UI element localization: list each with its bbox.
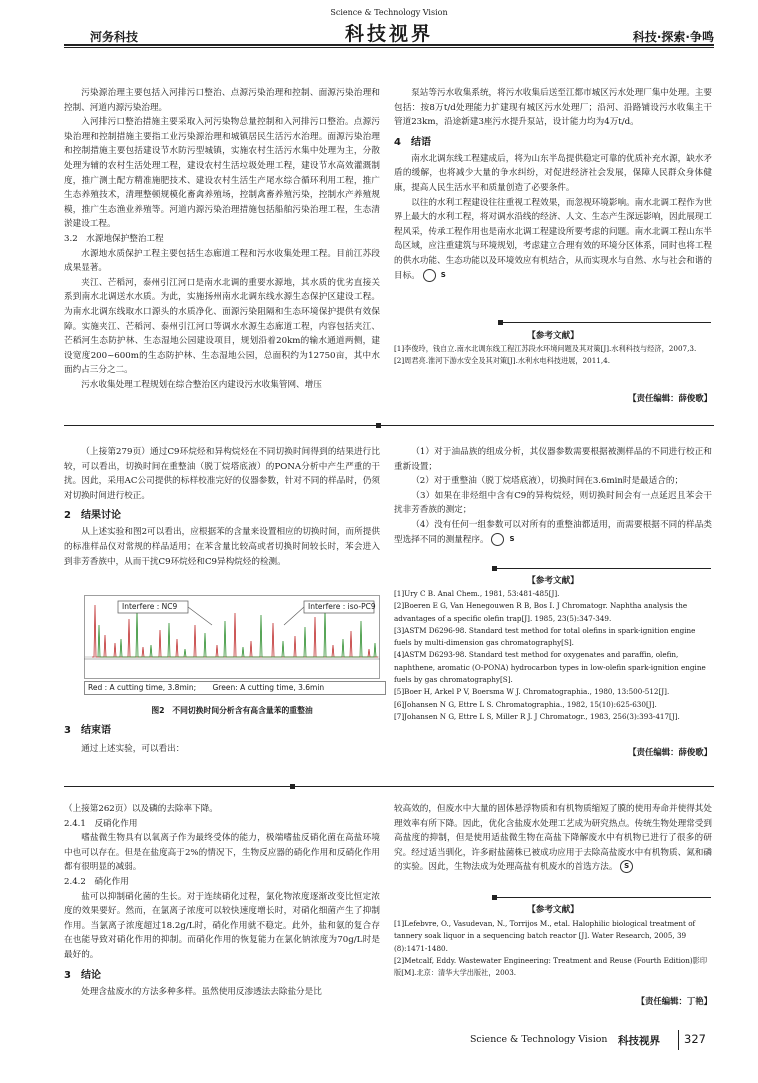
paragraph <box>394 196 712 284</box>
references-title: 【参考文献】 <box>527 576 579 586</box>
article3-right-column <box>394 802 712 875</box>
paragraph: 泵站等污水收集系统，将污水收集后送至江都市城区污水处理厂集中处理。主要包括：按8万t/d处理能力扩建现有城区污水处理厂；沿河、沿路铺设污水收集主干管道23km，沿途新建3座污水提升泵站，设计能力均为4万t/d。 <box>394 88 712 128</box>
list-item: （3）如果在非烃组中含有C9的异构烷烃，则切换时间会有一点延迟且苯会干扰非芳香族的测定； <box>394 490 712 516</box>
reference-divider <box>497 568 711 569</box>
figure-label-right: Interfere : iso-PC9 <box>308 602 376 611</box>
reference-item: [2]Metcalf, Eddy. Wastewater Engineering: Treatment and Reuse (Fourth Edition)影印版[M].北京：清华大学出版社，2003. <box>394 955 708 978</box>
references-title: 【参考文献】 <box>527 331 579 341</box>
running-header <box>64 6 714 66</box>
reference-divider <box>497 897 711 898</box>
references-list <box>394 588 712 723</box>
end-mark-icon: S <box>423 269 436 282</box>
paragraph: 入河排污口整治措施主要采取入河污染物总量控制和入河排污口整治。点源污染治理和控制措施主要指工业污染源治理和城镇居民生活污水治理。面源污染治理和控制措施主要包括建设节水防污型城镇，实施农村生活污水集中处理为主，分散处理为辅的农村生活处理工程，建设农村生活垃圾处理工程，建设节水高效灌溉制度，推广测土配方精准施肥技术、建设农村生活生产尾水综合循环利用工程，推广生态养殖技术，清理整顿规模化畜禽养殖场，控制禽畜养殖污染，控制水产养殖规模，推广生态渔业养殖等。河道内源污染治理措施包括船舶污染治理工程，生态清淤建设工程。 <box>64 117 380 230</box>
paragraph: 通过上述实验，可以看出： <box>81 744 185 754</box>
figure-label-left: Interfere : NC9 <box>122 602 178 611</box>
paragraph: 从上述实验和图2可以看出，应根据苯的含量来设置相应的切换时间，而所提供的标准样品仪对常规的样品适用；在苯含量比较高或者切换时间较长时，苯会进入到非芳香族中，从而干扰C9环烷烃和C9异构烷烃的检测。 <box>64 527 380 567</box>
page-number: 327 <box>684 1032 706 1046</box>
paragraph-text: 以往的水利工程建设往往重视工程效果，而忽视环境影响。南水北调工程作为世界上最大的水利工程，将对调水沿线的经济、人文、生态产生深远影响，因此展现工程风采，传承工程作用也是南水北调工程建设所要考虑的问题。南水北调工程山东半岛区域，应注重建筑与环境规划，考虑建立合理有效的环境分区体系，同时也将工程的供水功能、生态功能以及环境效应有机结合，从而实现水与自然、水与社会和谐的目标。 <box>394 197 712 281</box>
footer-brand: Science & Technology Vision <box>470 1034 608 1045</box>
end-mark-icon: S <box>620 860 633 873</box>
paragraph: 嗜盐微生物具有以氧离子作为最终受体的能力，极端嗜盐反硝化菌在高盐环境中也可以存在。但是在盐度高于2%的情况下，生物反应器的硝化作用和反硝化作用都有很明显的减弱。 <box>64 833 380 873</box>
list-item: （1）对于油品族的组成分析，其仪器参数需要根据被测样品的不同进行校正和重新设置； <box>394 447 712 472</box>
section-heading: 4 结语 <box>394 136 431 148</box>
reference-item: [1]Lefebvre, O., Vasudevan, N., Torrijos M., etal. Halophilic biological treatment of tannery soak liquor in a sequencing batch reactor [J]. Water Research, 2005, 39 (8):1471-1480. <box>394 919 696 953</box>
separator-square <box>376 423 381 428</box>
header-section-right: 科技·探索·争鸣 <box>632 30 714 44</box>
paragraph: 夹江、芒稻河，泰州引江河口是南水北调的重要水源地，其水质的优劣直接关系到南水北调送水水质。为此，实施扬州南水北调东线水源生态保护区建设工程。为南水北调东线取水口源头的水质净化、面源污染阻隔和生态环境保护提供有效保障。实施夹江、芒稻河、泰州引江河口等调水水源生态廊道工程，内容包括夹江、芒稻河生态防护林、生态湿地公园建设项目，规划沿着20km的输水通道两侧，建设宽度200~600m的生态防护林、生态湿地公园，总面积约为12750亩，其中水面约占三分之二。 <box>64 277 380 376</box>
legend-red: Red : A cutting time, 3.8min; <box>88 683 197 692</box>
header-rule <box>64 44 714 46</box>
paragraph: 污染源治理主要包括入河排污口整治、点源污染治理和控制、面源污染治理和控制、河道内源污染治理。 <box>64 88 380 113</box>
header-brand: Science & Technology Vision <box>330 8 448 17</box>
responsible-editor: 【责任编辑：丁艳】 <box>636 996 712 1006</box>
section-heading: 3 结论 <box>64 969 101 981</box>
article1-right-column <box>394 86 712 283</box>
subsection-heading: 2.4.1 反硝化作用 <box>64 818 138 829</box>
list-item: （2）对于重整油（脱丁烷塔底液），切换时间在3.6min时是最适合的； <box>411 476 684 487</box>
reference-item: [2]Boeren E G, Van Henegouwen R B, Bos I. J Chromatogr. Naphtha analysis the advantages of a specific olefin trap[J]. 1985, 23(5):347-349. <box>394 601 688 623</box>
paragraph: 处理含盐废水的方法多种多样。虽然使用反渗透法去除盐分是比 <box>81 986 322 997</box>
article2-left-column <box>64 445 380 569</box>
paragraph: 污水收集处理工程规划在综合整治区内建设污水收集管网、增压 <box>81 379 322 390</box>
article-separator <box>64 786 714 787</box>
article2-right-column <box>394 445 712 547</box>
reference-item: [6]Johansen N G, Ettre L S. Chromatographia., 1982, 15(10):625-630[J]. <box>394 699 657 709</box>
section-heading: 2 结果讨论 <box>64 510 121 522</box>
reference-item: [3]ASTM D6296-98. Standard test method for total olefins in spark-ignition engine fuels by multi-dimension gas chromatography[S]. <box>394 625 696 648</box>
list-item <box>394 518 712 547</box>
responsible-editor: 【责任编辑：薛俊歌】 <box>628 747 712 757</box>
footer-title: 科技视界 <box>618 1035 660 1047</box>
legend-green: Green: A cutting time, 3.6min <box>212 683 325 692</box>
reference-divider <box>503 322 711 323</box>
subsection-heading: 3.2 水源地保护整治工程 <box>64 233 164 244</box>
responsible-editor: 【责任编辑：薛俊歌】 <box>628 393 712 403</box>
figure-caption: 图2 不同切换时间分析含有高含量苯的重整油 <box>151 706 313 715</box>
paragraph: （上接第262页）以及磷的去除率下降。 <box>64 804 218 814</box>
article3-left-column <box>64 802 380 999</box>
article2-left-conclusion <box>64 722 380 757</box>
section-heading: 3 结束语 <box>64 725 111 736</box>
reference-item: [7]Johansen N G, Ettre L S, Miller R J. J Chromatogr., 1983, 256(3):393-417[J]. <box>394 711 680 721</box>
reference-item: [2]周君亮.淮河下游水安全及其对策[J].水利水电科技进展，2011,4. <box>394 356 610 366</box>
references-title: 【参考文献】 <box>527 905 579 915</box>
paragraph <box>394 802 712 875</box>
header-section-left: 河务科技 <box>90 30 139 44</box>
paragraph: 盐可以抑制硝化菌的生长。对于连续硝化过程，氯化物浓度逐渐改变比恒定浓度的效果要好。然而，在氯离子浓度可以较快速度增长时，对硝化细菌产生了抑制作用。当氯离子浓度超过18.2g/L时，硝化作用就不稳定。此外，盐和氨的复合存在也能导致对硝化作用的抑制。而硝化作用的恢复能力在氯化钠浓度为70g/L时是最好的。 <box>64 891 380 960</box>
reference-item: [1]Ury C B. Anal Chem., 1981, 53:481-485[J]. <box>394 589 560 598</box>
article1-left-column <box>64 86 380 392</box>
page-footer <box>400 1030 714 1052</box>
references-list <box>394 918 712 979</box>
end-mark-icon: S <box>491 533 504 546</box>
separator-square <box>290 784 295 789</box>
chromatogram-figure <box>84 595 380 697</box>
figure-legend <box>84 681 386 695</box>
subsection-heading: 2.4.2 硝化作用 <box>64 876 129 887</box>
paragraph: 水源地水质保护工程主要包括生态廊道工程和污水收集处理工程。目前江苏段成果显著。 <box>64 248 380 274</box>
reference-item: [1]李俊玲，钱自立.南水北调东线工程江苏段水环境问题及其对策[J].水利科技与经济，2007,3. <box>394 344 697 353</box>
header-rule-thin <box>64 47 714 48</box>
references-list <box>394 343 712 368</box>
paragraph-text: 较高效的，但废水中大量的固体悬浮物质和有机物质缩短了膜的使用寿命并使得其处理效率有所下降。因此，优化含盐废水处理工艺成为研究热点。传统生物处理常受到高盐度的抑制，但是使用适盐微生物在高盐下降解废水中有机物已进行了很多的研究。经过适当驯化，许多耐盐菌株已被成功应用于去除高盐废水中有机物质、氮和磷的实验。因此，生物法成为处理高盐有机废水的首选方法。 <box>394 804 712 873</box>
paragraph: 南水北调东线工程建成后，将为山东半岛提供稳定可靠的优质补充水源，缺水矛盾的缓解，也将减少大量的争水纠纷，对促进经济社会发展，保障人民群众身体健康，提高人民生活水平和质量创造了必要条件。 <box>394 153 712 193</box>
paragraph: （上接第279页）通过C9环烷烃和异构烷烃在不同切换时间得到的结果进行比较，可以看出，切换时间在重整油（脱丁烷塔底液）的PONA分析中产生严重的干扰。因此，采用AC公司提供的标样校准完好的仪器参数，针对不同的样品时，仍须对切换时间进行校正。 <box>64 447 380 501</box>
reference-item: [5]Boer H, Arkel P V, Boersma W J. Chromatographia., 1980, 13:500-512[J]. <box>394 687 670 697</box>
footer-divider <box>678 1030 679 1050</box>
header-title: 科技视界 <box>344 23 433 45</box>
reference-item: [4]ASTM D6293-98. Standard test method for oxygenates and paraffin, olefin, naphthene, aromatic (O-PONA) hydrocarbon types in low-olefin spark-ignition engine fuels by gas chromatography[S]. <box>394 650 706 685</box>
article-separator <box>64 425 714 426</box>
list-item-text: （4）没有任何一组参数可以对所有的重整油都适用，而需要根据不同的样品类型选择不同的测量程序。 <box>394 519 712 545</box>
